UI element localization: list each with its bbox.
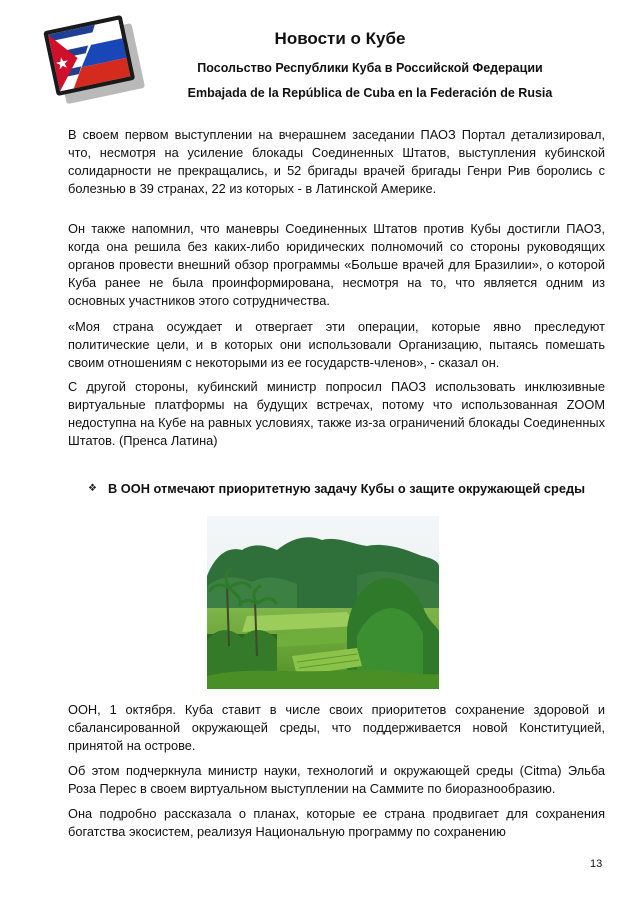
diamond-bullet-icon: ❖ — [88, 483, 97, 494]
paragraph: Об этом подчеркнула министр науки, технологий и окружающей среды (Citma) Эльба Роза Перес в своем виртуальном выступлении на Саммите по биоразнообразию. — [68, 763, 605, 796]
section-heading: В ООН отмечают приоритетную задачу Кубы о защите окружающей среды — [108, 481, 586, 496]
paragraph: В своем первом выступлении на вчерашнем заседании ПАОЗ Портал детализировал, что, несмотря на усиление блокады Соединенных Штатов, выступления кубинской солидарности не прекращались, и 52 бригады врачей бригады Генри Рив боролись с болезнью в 39 странах, 22 из которых - в Латинской Америке. — [68, 127, 605, 196]
paragraph: «Моя страна осуждает и отвергает эти операции, которые явно преследуют политические цели, и в которых они использовали Организацию, пытаясь помешать своим отношениям с некоторыми из ее государств-членов», - сказал он. — [68, 319, 605, 370]
flag-logo — [43, 14, 141, 104]
paragraph: Она подробно рассказала о планах, которые ее страна продвигает для сохранения богатства экосистем, реализуя Национальную программу по сохранению — [68, 806, 605, 839]
subtitle-spanish: Embajada de la República de Cuba en la Federación de Rusia — [187, 86, 553, 100]
subtitle-russian: Посольство Республики Куба в Российской Федерации — [197, 61, 543, 75]
paragraph: С другой стороны, кубинский министр попросил ПАОЗ использовать инклюзивные виртуальные платформы на будущих встречах, потому что использованная ZOOM недоступна на Кубе на равных условиях, также из-за ограничений блокады Соединенных Штатов. (Пренса Латина) — [68, 379, 605, 448]
section-heading-row — [88, 480, 605, 498]
paragraph: ООН, 1 октября. Куба ставит в числе своих приоритетов сохранение здоровой и сбалансированной окружающей среды, что поддерживается новой Конституцией, принятой на острове. — [68, 702, 605, 753]
page-number: 13 — [590, 858, 603, 870]
page-title: Новости о Кубе — [274, 29, 406, 48]
cuba-russia-flag-icon — [48, 20, 130, 92]
paragraph: Он также напомнил, что маневры Соединенных Штатов против Кубы достигли ПАОЗ, когда она решила без каких-либо юридических полномочий со стороны руководящих органов провести внешний обзор программы «Больше врачей для Бразилии», о которой Куба ранее не была проинформирована, несмотря на то, что является одним из основных участников этого сотрудничества. — [68, 221, 605, 308]
cuban-valley-landscape-photo — [207, 516, 439, 689]
